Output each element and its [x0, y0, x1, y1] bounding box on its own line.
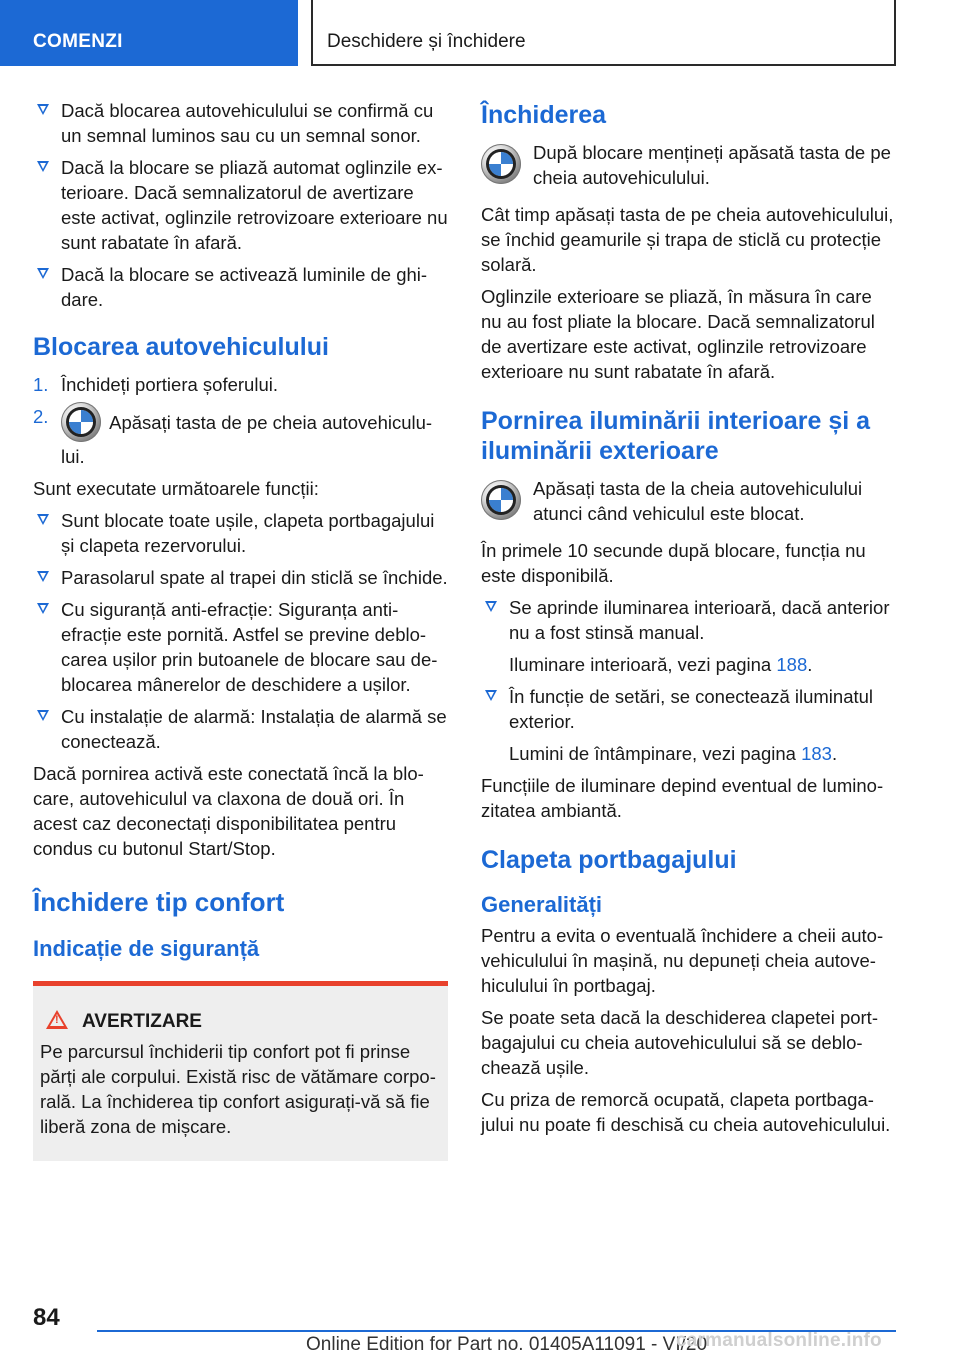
- list-item: Sunt blocate toate ușile, clapeta portbagajului și clapeta rezervorului.: [33, 508, 448, 558]
- left-column: [33, 98, 448, 1161]
- lock-steps: [33, 372, 448, 469]
- heading-closing: Închiderea: [481, 101, 607, 129]
- close-paragraph-1: Cât timp apăsați tasta de pe cheia autovehiculului, se închid geamurile și trapa de sticlă cu protecție solară.: [481, 204, 894, 275]
- triangle-bullet-icon: [37, 104, 49, 115]
- heading-lighting: Pornirea iluminării interioare și a iluminării exterioare: [481, 407, 871, 465]
- chapter-title: Deschidere și închidere: [311, 0, 896, 66]
- heading-lock-vehicle: Blocarea autovehiculului: [33, 333, 329, 361]
- triangle-bullet-icon: [37, 161, 49, 172]
- bmw-key-icon: [481, 144, 521, 184]
- page-reference: Iluminare interioară, vezi pagina 188.: [509, 654, 813, 675]
- triangle-bullet-icon: [37, 710, 49, 721]
- page-number: 84: [33, 1304, 60, 1331]
- triangle-bullet-icon: [485, 601, 497, 612]
- bmw-key-icon: [481, 480, 521, 520]
- page-link-183[interactable]: 183: [801, 743, 832, 764]
- bmw-key-icon: [61, 402, 101, 442]
- warning-title: !AVERTIZARE: [40, 1008, 438, 1033]
- page-reference: Lumini de întâmpinare, vezi pagina 183.: [509, 743, 838, 764]
- list-item: Cu siguranță anti-efracție: Siguranța anti-efracție este pornită. Astfel se previne deblocarea ușilor prin butoanele de blocare sau deblocarea mânerelor de deschidere a ușilor.: [33, 597, 448, 697]
- triangle-bullet-icon: [37, 268, 49, 279]
- list-item: Cu instalație de alarmă: Instalația de alarmă se conectează.: [33, 704, 448, 754]
- list-item: În funcție de setări, se conectează iluminatul exterior.: [481, 684, 896, 734]
- close-key-row: După blocare mențineți apăsată tasta de pe cheia autovehiculului.: [481, 140, 896, 190]
- section-tab: COMENZI: [0, 0, 298, 66]
- lights-list: [481, 595, 896, 645]
- list-item: Dacă la blocare se activează luminile de ghidare.: [33, 262, 448, 312]
- warning-box: [33, 981, 448, 1161]
- page-link-188[interactable]: 188: [776, 654, 808, 675]
- triangle-bullet-icon: [37, 603, 49, 614]
- lock-confirm-list: [33, 98, 448, 312]
- lights-list-2: [481, 684, 896, 734]
- close-paragraph-2: Oglinzile exterioare se pliază, în măsura în care nu au fost pliate la blocare. Dacă semnalizatorul de avertizare este activat, oglinzile retrovizoare exterioare nu sunt rabatate în afară.: [481, 286, 875, 382]
- list-item: Dacă blocarea autovehiculului se confirmă cu un semnal luminos sau cu un semnal sonor.: [33, 98, 448, 148]
- functions-intro: Sunt executate următoarele funcții:: [33, 478, 319, 499]
- active-start-paragraph: Dacă pornirea activă este conectată încă la blocare, autovehiculul va claxona de două ori. În acest caz deconectați disponibilitatea pentru condus cu butonul Start/Stop.: [33, 763, 424, 859]
- heading-general: Generalități: [481, 892, 603, 917]
- triangle-bullet-icon: [37, 571, 49, 582]
- watermark: carmanualsonline.info: [676, 1330, 882, 1351]
- lights-key-row: Apăsați tasta de la cheia autovehiculului atunci când vehiculul este blocat.: [481, 476, 896, 526]
- lights-end-paragraph: Funcțiile de iluminare depind eventual de luminozitatea ambiantă.: [481, 775, 884, 821]
- trunk-paragraph-1: Pentru a evita o eventuală închidere a cheii autovehiculului în mașină, nu depuneți cheia autovehiculului în portbagaj.: [481, 925, 884, 996]
- step-item: 2. Apăsați tasta de pe cheia autovehiculului.: [33, 404, 448, 469]
- warning-triangle-icon: [46, 1010, 68, 1029]
- functions-list: [33, 508, 448, 754]
- lights-paragraph: În primele 10 secunde după blocare, funcția nu este disponibilă.: [481, 540, 866, 586]
- warning-text: Pe parcursul închiderii tip confort pot fi prinse părți ale corpului. Există risc de vătămare corporală. La închiderea tip confort asigurați-vă să fie liberă zona de mișcare.: [40, 1041, 436, 1137]
- list-item: Se aprinde iluminarea interioară, dacă anterior nu a fost stinsă manual.: [481, 595, 896, 645]
- trunk-paragraph-2: Se poate seta dacă la deschiderea clapetei portbagajului cu cheia autovehiculului să se deblochează ușile.: [481, 1007, 878, 1078]
- heading-trunk-lid: Clapeta portbagajului: [481, 846, 737, 874]
- trunk-paragraph-3: Cu priza de remorcă ocupată, clapeta portbagajului nu poate fi deschisă cu cheia autovehiculului.: [481, 1089, 891, 1135]
- list-item: Parasolarul spate al trapei din sticlă se închide.: [33, 565, 448, 590]
- footer-edition: Online Edition for Part no. 01405A11091 - VI/20: [306, 1334, 708, 1355]
- list-item: Dacă la blocare se pliază automat oglinzile exterioare. Dacă semnalizatorul de avertizare este activat, oglinzile retrovizoare exterioare nu sunt rabatate în afară.: [33, 155, 448, 255]
- step-number: 2.: [33, 406, 49, 427]
- heading-safety-note: Indicație de siguranță: [33, 936, 260, 961]
- triangle-bullet-icon: [37, 514, 49, 525]
- step-number: 1.: [33, 374, 49, 395]
- step-item: 1. Închideți portiera șoferului.: [33, 374, 278, 395]
- triangle-bullet-icon: [485, 690, 497, 701]
- heading-comfort-close: Închidere tip confort: [33, 887, 285, 917]
- page-header: [0, 0, 960, 66]
- right-column: [481, 98, 896, 1144]
